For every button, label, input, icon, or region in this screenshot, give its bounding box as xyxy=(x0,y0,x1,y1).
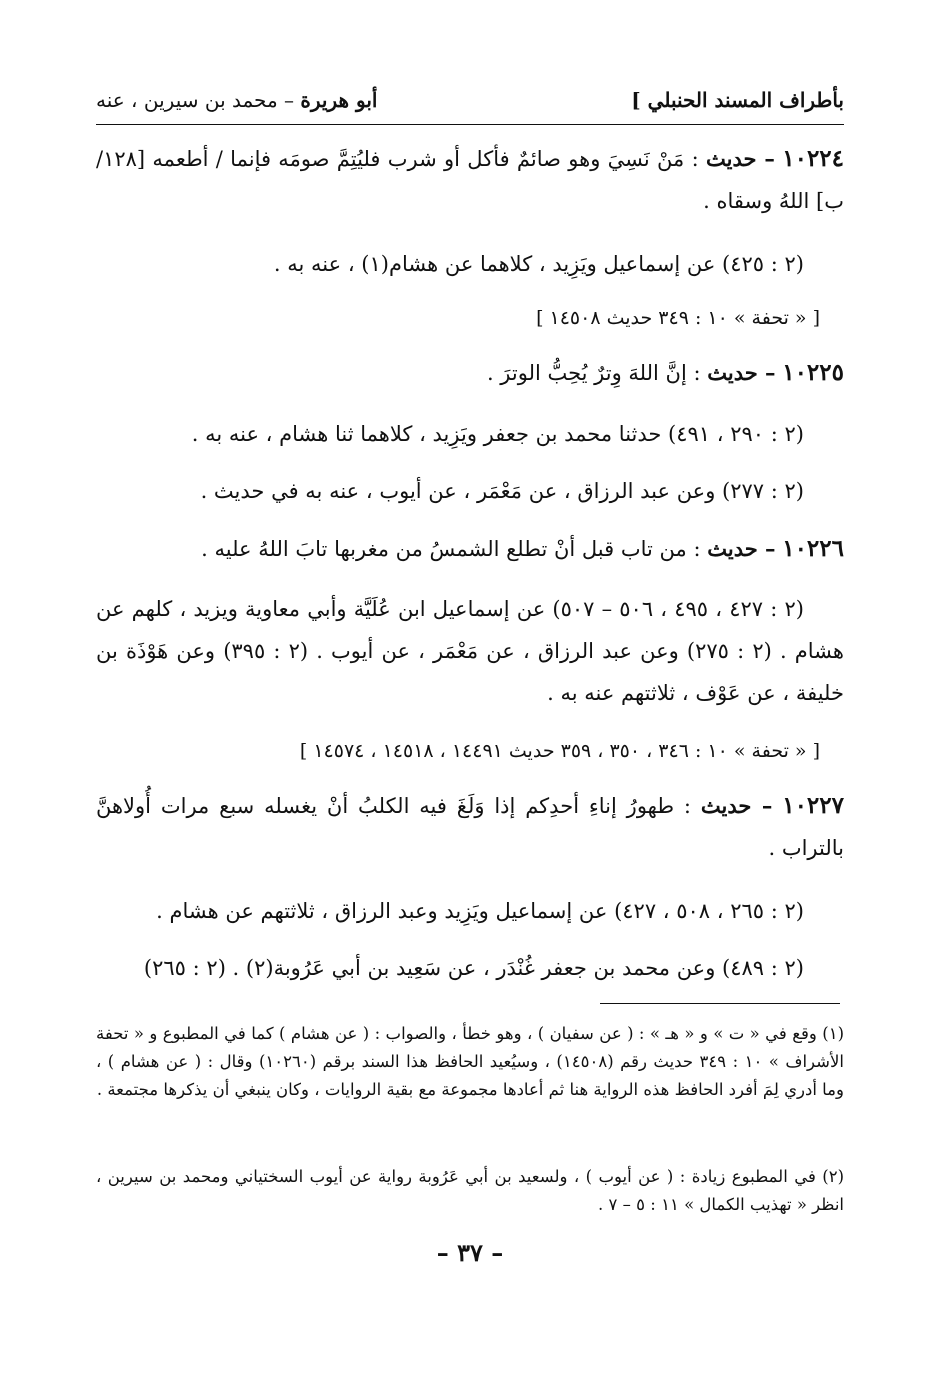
hadith-text: : إنَّ اللهَ وِترٌ يُحِبُّ الوترَ . xyxy=(486,361,701,385)
hadith-label: حديث xyxy=(707,360,758,385)
source-line: (٢ : ٤٨٩) وعن محمد بن جعفر غُنْدَر ، عن سَعِيد بن أبي عَرُوبة(٢) . (٢ : ٢٦٥) xyxy=(143,956,804,980)
source-line: (٢ : ٢٩٠ ، ٤٩١) حدثنا محمد بن جعفر ويَزِيد ، كلاهما ثنا هشام ، عنه به . xyxy=(191,422,804,446)
hadith-label: حديث xyxy=(707,536,758,561)
tuhfa-reference: [ « تحفة » ١٠ : ٣٤٦ ، ٣٥٠ ، ٣٥٩ حديث ١٤٤٩١ ، ١٤٥١٨ ، ١٤٥٧٤ ] xyxy=(299,740,820,762)
footnote-rule xyxy=(600,1003,840,1004)
header-rule xyxy=(96,124,844,125)
tuhfa-reference: [ « تحفة » ١٠ : ٣٤٩ حديث ١٤٥٠٨ ] xyxy=(536,307,820,329)
hadith-number: ١٠٢٢٤ xyxy=(782,145,845,172)
hadith-entry: ١٠٢٢٥ – حديث : إنَّ اللهَ وِترٌ يُحِبُّ الوترَ . xyxy=(486,359,844,386)
header-book-title: بأطراف المسند الحنبلي ] xyxy=(631,88,844,112)
header-chain: – محمد بن سيرين ، عنه xyxy=(96,88,295,112)
hadith-text: : من تاب قبل أنْ تطلع الشمسُ من مغربها تابَ اللهُ عليه . xyxy=(201,537,701,561)
source-line: (٢ : ٢٧٧) وعن عبد الرزاق ، عن مَعْمَر ، عن أيوب ، عنه به في حديث . xyxy=(200,479,804,503)
footnote: (١) وقع في « ت » و « هـ » : ( عن سفيان ) ، وهو خطأ ، والصواب : ( عن هشام ) كما في المطبوع و « تحفة الأشراف » ١٠ : ٣٤٩ حديث رقم (١٤٥٠٨) ، وسيُعيد الحافظ هذا السند برقم (١٠٢٦٠) وقال : ( عن هشام ) ، وما أدري لِمَ أفرد الحافظ هذه الرواية هنا ثم أعادها مجموعة مع بقية الروايات ، وكان ينبغي أن يذكرها مجتمعة . xyxy=(96,1024,844,1099)
page-number: – ٣٧ – xyxy=(436,1238,504,1267)
hadith-entry: ١٠٢٢٧ – حديث : طهورُ إناءِ أحدِكم إذا وَلَغَ فيه الكلبُ أنْ يغسله سبع مرات أُولاهنَّ بالتراب . xyxy=(96,792,844,860)
hadith-number: ١٠٢٢٧ xyxy=(782,792,844,819)
hadith-entry: ١٠٢٢٤ – حديث : مَنْ نَسِيَ وهو صائمٌ فأكل أو شرب فليُتِمَّ صومَه فإنما / أطعمه [١٢٨/ب] اللهُ وسقاه . xyxy=(96,145,845,213)
hadith-number: ١٠٢٢٥ xyxy=(782,359,844,386)
hadith-label: حديث xyxy=(700,793,752,818)
footnote: (٢) في المطبوع زيادة : ( عن أيوب ) ، ولسعيد بن أبي عَرُوبة رواية عن أيوب السختياني ومحمد بن سيرين ، انظر « تهذيب الكمال » ١١ : ٥ – ٧ . xyxy=(96,1167,844,1214)
hadith-text: : طهورُ إناءِ أحدِكم إذا وَلَغَ فيه الكلبُ أنْ يغسله سبع مرات أُولاهنَّ بالتراب . xyxy=(96,794,844,860)
hadith-text: : مَنْ نَسِيَ وهو صائمٌ فأكل أو شرب فليُتِمَّ صومَه فإنما / أطعمه [١٢٨/ب] اللهُ وسقاه . xyxy=(96,147,844,213)
header-topic: أبو هريرة xyxy=(300,88,378,112)
source-line: (٢ : ٤٢٧ ، ٤٩٥ ، ٥٠٦ – ٥٠٧) عن إسماعيل ابن عُلَيَّة وأبي معاوية ويزيد ، كلهم عن هشام . (٢ : ٢٧٥) وعن عبد الرزاق ، عن مَعْمَر ، عن أيوب . (٢ : ٣٩٥) وعن هَوْذَة بن خليفة ، عن عَوْف ، ثلاثتهم عنه به . xyxy=(96,597,844,705)
source-line: (٢ : ٢٦٥ ، ٥٠٨ ، ٤٢٧) عن إسماعيل ويَزِيد وعبد الرزاق ، ثلاثتهم عن هشام . xyxy=(156,899,804,923)
hadith-entry: ١٠٢٢٦ – حديث : من تاب قبل أنْ تطلع الشمسُ من مغربها تابَ اللهُ عليه . xyxy=(201,535,844,562)
hadith-label: حديث xyxy=(705,146,757,171)
source-line: (٢ : ٤٢٥) عن إسماعيل ويَزِيد ، كلاهما عن هشام(١) ، عنه به . xyxy=(273,252,804,276)
header-chapter xyxy=(96,88,377,112)
hadith-number: ١٠٢٢٦ xyxy=(782,535,844,562)
running-header xyxy=(96,88,844,118)
